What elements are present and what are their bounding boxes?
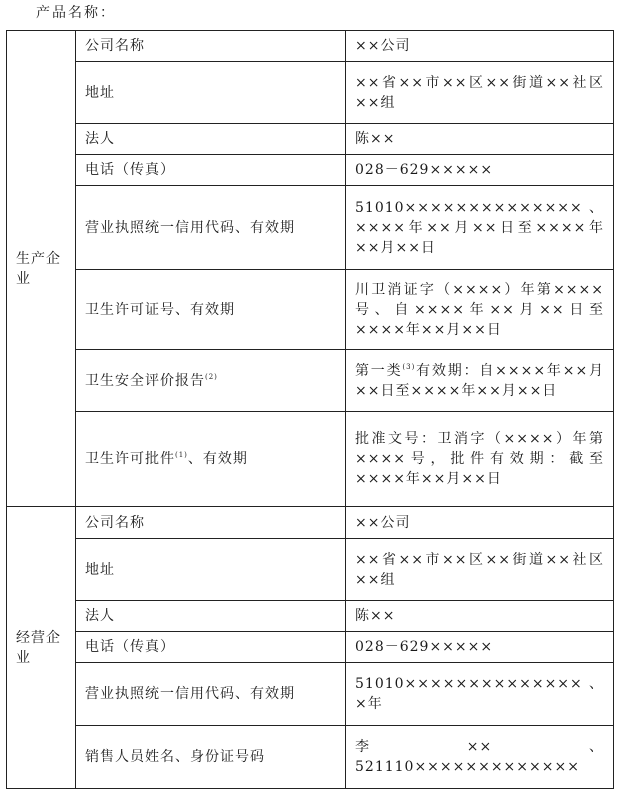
- field-value: [346, 350, 614, 412]
- field-label: [76, 412, 346, 507]
- enterprise-info-table: [6, 30, 614, 789]
- field-value: ××公司: [346, 31, 614, 62]
- field-label: [76, 350, 346, 412]
- field-value: 028－629×××××: [346, 632, 614, 663]
- footnote-marker: (3): [402, 362, 416, 371]
- field-label: 公司名称: [76, 31, 346, 62]
- field-label-text: 卫生许可批件: [85, 451, 175, 467]
- field-label: 法人: [76, 601, 346, 632]
- field-value: 陈××: [346, 601, 614, 632]
- field-value: ××公司: [346, 507, 614, 539]
- field-value: ××省××市××区××街道××社区××组: [346, 62, 614, 124]
- table-row: [7, 632, 614, 663]
- field-value: 51010××××××××××××××、×年: [346, 663, 614, 726]
- field-label: 销售人员姓名、身份证号码: [76, 726, 346, 789]
- field-value: 李××、521110×××××××××××××: [346, 726, 614, 789]
- field-label-suffix: 、有效期: [187, 451, 248, 467]
- field-value: 51010××××××××××××××、××××年××月××日至××××年××月××日: [346, 186, 614, 270]
- field-value-prefix: 第一类: [355, 362, 403, 379]
- distributor-section-label: 经营企业: [7, 507, 76, 789]
- field-value: 陈××: [346, 124, 614, 155]
- table-row: [7, 350, 614, 412]
- field-label: 电话（传真）: [76, 155, 346, 186]
- field-value: ××省××市××区××街道××社区××组: [346, 539, 614, 601]
- product-name-label: 产品名称：: [36, 5, 116, 21]
- table-row: [7, 726, 614, 789]
- field-value: 川卫消证字（××××）年第××××号、自××××年××月××日至××××年××月××日: [346, 270, 614, 350]
- field-label: 地址: [76, 539, 346, 601]
- table-row: [7, 663, 614, 726]
- table-row: [7, 539, 614, 601]
- table-row: [7, 186, 614, 270]
- field-value: 批准文号：卫消字（××××）年第××××号，批件有效期：截至××××年××月××日: [346, 412, 614, 507]
- field-value-text: 有效期：自××××年××月××日至××××年××月××日: [355, 362, 604, 399]
- field-label: 地址: [76, 62, 346, 124]
- table-row: [7, 601, 614, 632]
- field-label: 电话（传真）: [76, 632, 346, 663]
- table-row: [7, 270, 614, 350]
- table-row: [7, 124, 614, 155]
- field-label: 卫生许可证号、有效期: [76, 270, 346, 350]
- producer-section-label: 生产企业: [7, 31, 76, 507]
- table-row: [7, 155, 614, 186]
- table-row: [7, 31, 614, 62]
- field-label: 营业执照统一信用代码、有效期: [76, 186, 346, 270]
- table-row: [7, 507, 614, 539]
- field-label: 法人: [76, 124, 346, 155]
- table-row: [7, 412, 614, 507]
- field-label-text: 卫生安全评价报告: [85, 372, 205, 389]
- table-row: [7, 62, 614, 124]
- field-value: 028－629×××××: [346, 155, 614, 186]
- footnote-marker: (1): [175, 451, 188, 459]
- footnote-marker: (2): [205, 372, 218, 381]
- field-label: 公司名称: [76, 507, 346, 539]
- field-label: 营业执照统一信用代码、有效期: [76, 663, 346, 726]
